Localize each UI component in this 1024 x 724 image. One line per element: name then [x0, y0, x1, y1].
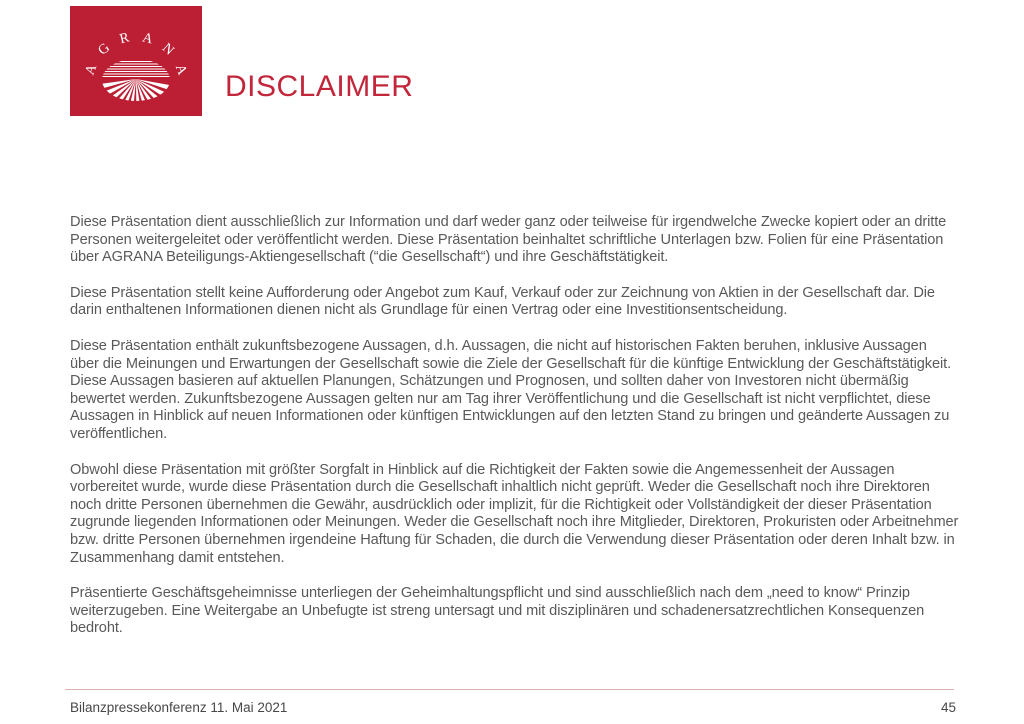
page-title: DISCLAIMER: [225, 70, 414, 103]
disclaimer-paragraph: Diese Präsentation enthält zukunftsbezogene Aussagen, d.h. Aussagen, die nicht auf historischen Fakten beruhen, inklusive Aussagen über die Meinungen und Erwartungen der Gesellschaft sowie die Ziele der Gesellschaft für die künftige Entwicklung der Geschäftstätigkeit. Diese Aussagen basieren auf aktuellen Planungen, Schätzungen und Prognosen, und sollten daher von Investoren nicht übermäßig bewertet werden. Zukunftsbezogene Aussagen gelten nur am Tag ihrer Veröffentlichung und die Gesellschaft ist nicht verpflichtet, diese Aussagen in Hinblick auf neuen Informationen oder künftigen Entwicklungen auf den letzten Stand zu bringen und geänderte Aussagen zu veröffentlichen.: [70, 337, 952, 442]
agrana-logo-svg: [70, 6, 202, 116]
disclaimer-paragraph: Präsentierte Geschäftsgeheimnisse unterliegen der Geheimhaltungspflicht und sind ausschließlich nach dem „need to know“ Prinzip weiterzugeben. Eine Weitergabe an Unbefugte ist streng untersagt und mit disziplinären und schadenersatzrechtlichen Konsequenzen bedroht.: [70, 585, 925, 637]
disclaimer-paragraph: Obwohl diese Präsentation mit größter Sorgfalt in Hinblick auf die Richtigkeit der Fakten sowie die Angemessenheit der Aussagen vorbereitet wurde, wurde diese Präsentation durch die Gesellschaft inhaltlich nicht geprüft. Weder die Gesellschaft noch ihre Direktoren noch dritte Personen übernehmen die Gewähr, ausdrücklich oder implizit, für die Richtigkeit oder Vollständigkeit der dieser Präsentation zugrunde liegenden Informationen oder Meinungen. Weder die Gesellschaft noch ihre Mitglieder, Direktoren, Prokuristen oder Arbeitnehmer bzw. dritte Personen übernehmen irgendeine Haftung für Schaden, die durch die Verwendung dieser Präsentation oder deren Inhalt bzw. in Zusammenhang damit entstehen.: [70, 461, 959, 566]
logo-letter: N: [158, 40, 177, 59]
logo-letter: G: [95, 40, 114, 59]
agrana-logo: [70, 6, 202, 116]
logo-letter: R: [118, 30, 131, 48]
footer-divider: [65, 689, 954, 690]
page-number: 45: [940, 700, 956, 715]
logo-letter: A: [140, 30, 155, 48]
logo-letter: A: [82, 62, 101, 78]
disclaimer-paragraph: Diese Präsentation dient ausschließlich zur Information und darf weder ganz oder teilweise für irgendwelche Zwecke kopiert oder an dritte Personen weitergeleitet oder veröffentlicht werden. Diese Präsentation beinhaltet schriftliche Unterlagen bzw. Folien für eine Präsentation über AGRANA Beteiligungs-Aktiengesellschaft (“die Gesellschaft“) und ihre Geschäftstätigkeit.: [70, 214, 947, 266]
disclaimer-text: [70, 214, 959, 656]
footer-event-label: Bilanzpressekonferenz 11. Mai 2021: [70, 700, 288, 715]
disclaimer-paragraph: Diese Präsentation stellt keine Aufforderung oder Angebot zum Kauf, Verkauf oder zur Zeichnung von Aktien in der Gesellschaft dar. Die darin enthaltenen Informationen dienen nicht als Grundlage für einen Vertrag oder eine Investitionsentscheidung.: [70, 284, 935, 319]
logo-letter: A: [171, 62, 190, 78]
